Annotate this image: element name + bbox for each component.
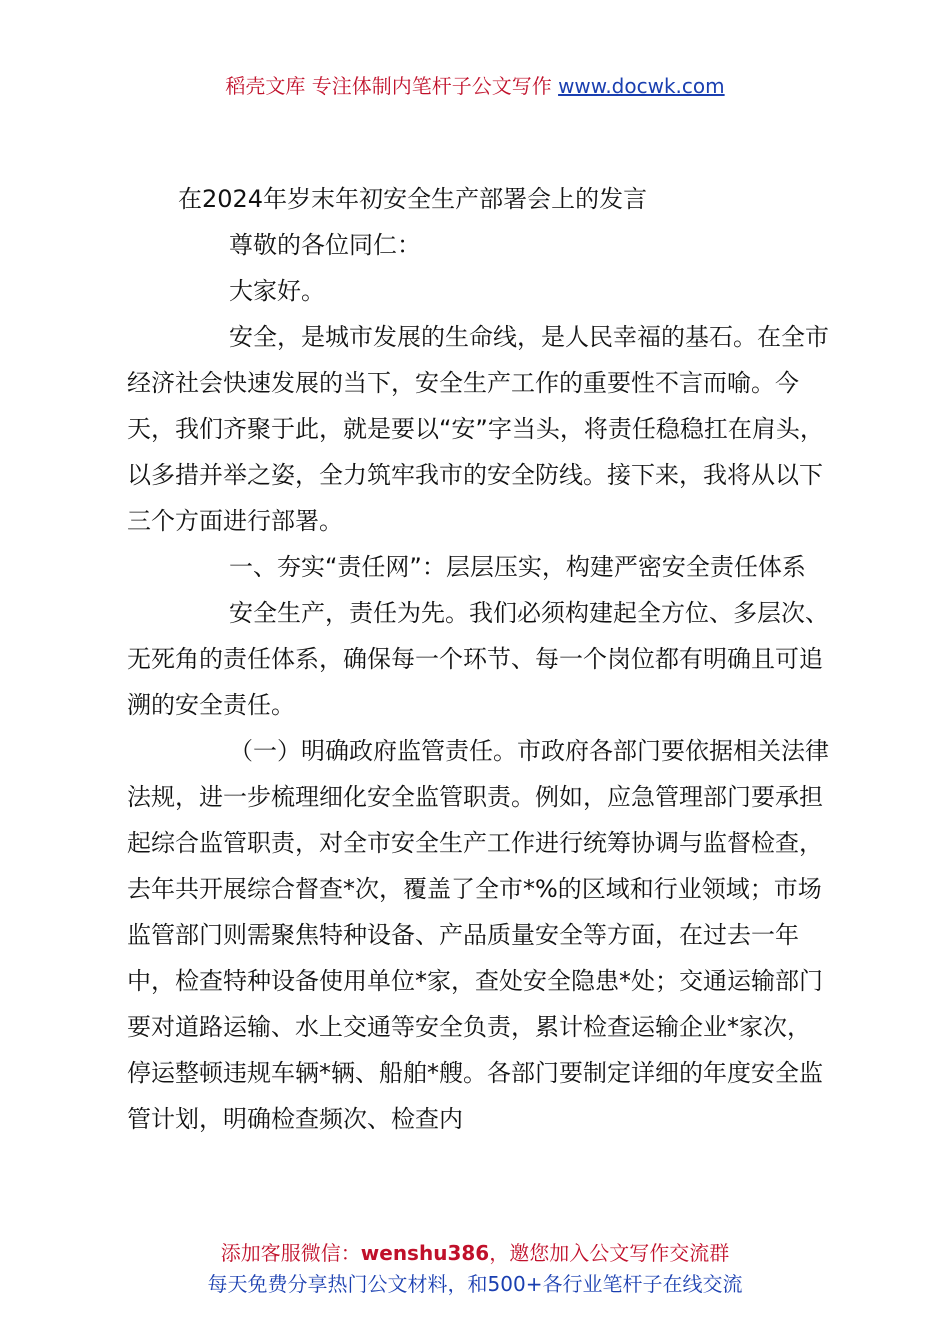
- site-name: 稻壳文库: [225, 74, 306, 98]
- page-header: [0, 70, 950, 99]
- document-title: 在2024年岁末年初安全生产部署会上的发言: [178, 185, 648, 213]
- intro-paragraph: 安全，是城市发展的生命线，是人民幸福的基石。在全市经济社会快速发展的当下，安全生产工作的重要性不言而喻。今天，我们齐聚于此，就是要以“安”字当头，将责任稳稳扛在肩头，以多措并举之姿，全力筑牢我市的安全防线。接下来，我将从以下三个方面进行部署。: [127, 323, 829, 535]
- site-url-link[interactable]: www.docwk.com: [558, 74, 725, 98]
- salutation: 尊敬的各位同仁：: [229, 231, 421, 259]
- section-paragraph: 安全生产，责任为先。我们必须构建起全方位、多层次、无死角的责任体系，确保每一个环节、每一个岗位都有明确且可追溯的安全责任。: [127, 599, 829, 719]
- footer-line-2: 每天免费分享热门公文材料，和500+各行业笔杆子在线交流: [207, 1272, 743, 1296]
- site-tagline: 专注体制内笔杆子公文写作: [311, 74, 552, 98]
- footer-suffix: ，邀您加入公文写作交流群: [489, 1241, 730, 1265]
- greeting: 大家好。: [229, 277, 325, 305]
- footer-line-1: [0, 1238, 950, 1269]
- page-footer: [0, 1238, 950, 1300]
- document-body: [127, 176, 832, 1142]
- subsection-paragraph: （一）明确政府监管责任。市政府各部门要依据相关法律法规，进一步梳理细化安全监管职责。例如，应急管理部门要承担起综合监管职责，对全市安全生产工作进行统筹协调与监督检查，去年共开展综合督查*次，覆盖了全市*%的区域和行业领域；市场监管部门则需聚焦特种设备、产品质量安全等方面，在过去一年中，检查特种设备使用单位*家，查处安全隐患*处；交通运输部门要对道路运输、水上交通等安全负责，累计检查运输企业*家次，停运整顿违规车辆*辆、船舶*艘。各部门要制定详细的年度安全监管计划，明确检查频次、检查内: [127, 737, 829, 1133]
- wechat-id: wenshu386: [360, 1241, 490, 1265]
- footer-prefix: 添加客服微信：: [220, 1241, 361, 1265]
- section-heading: 一、夯实“责任网”：层层压实，构建严密安全责任体系: [229, 553, 806, 581]
